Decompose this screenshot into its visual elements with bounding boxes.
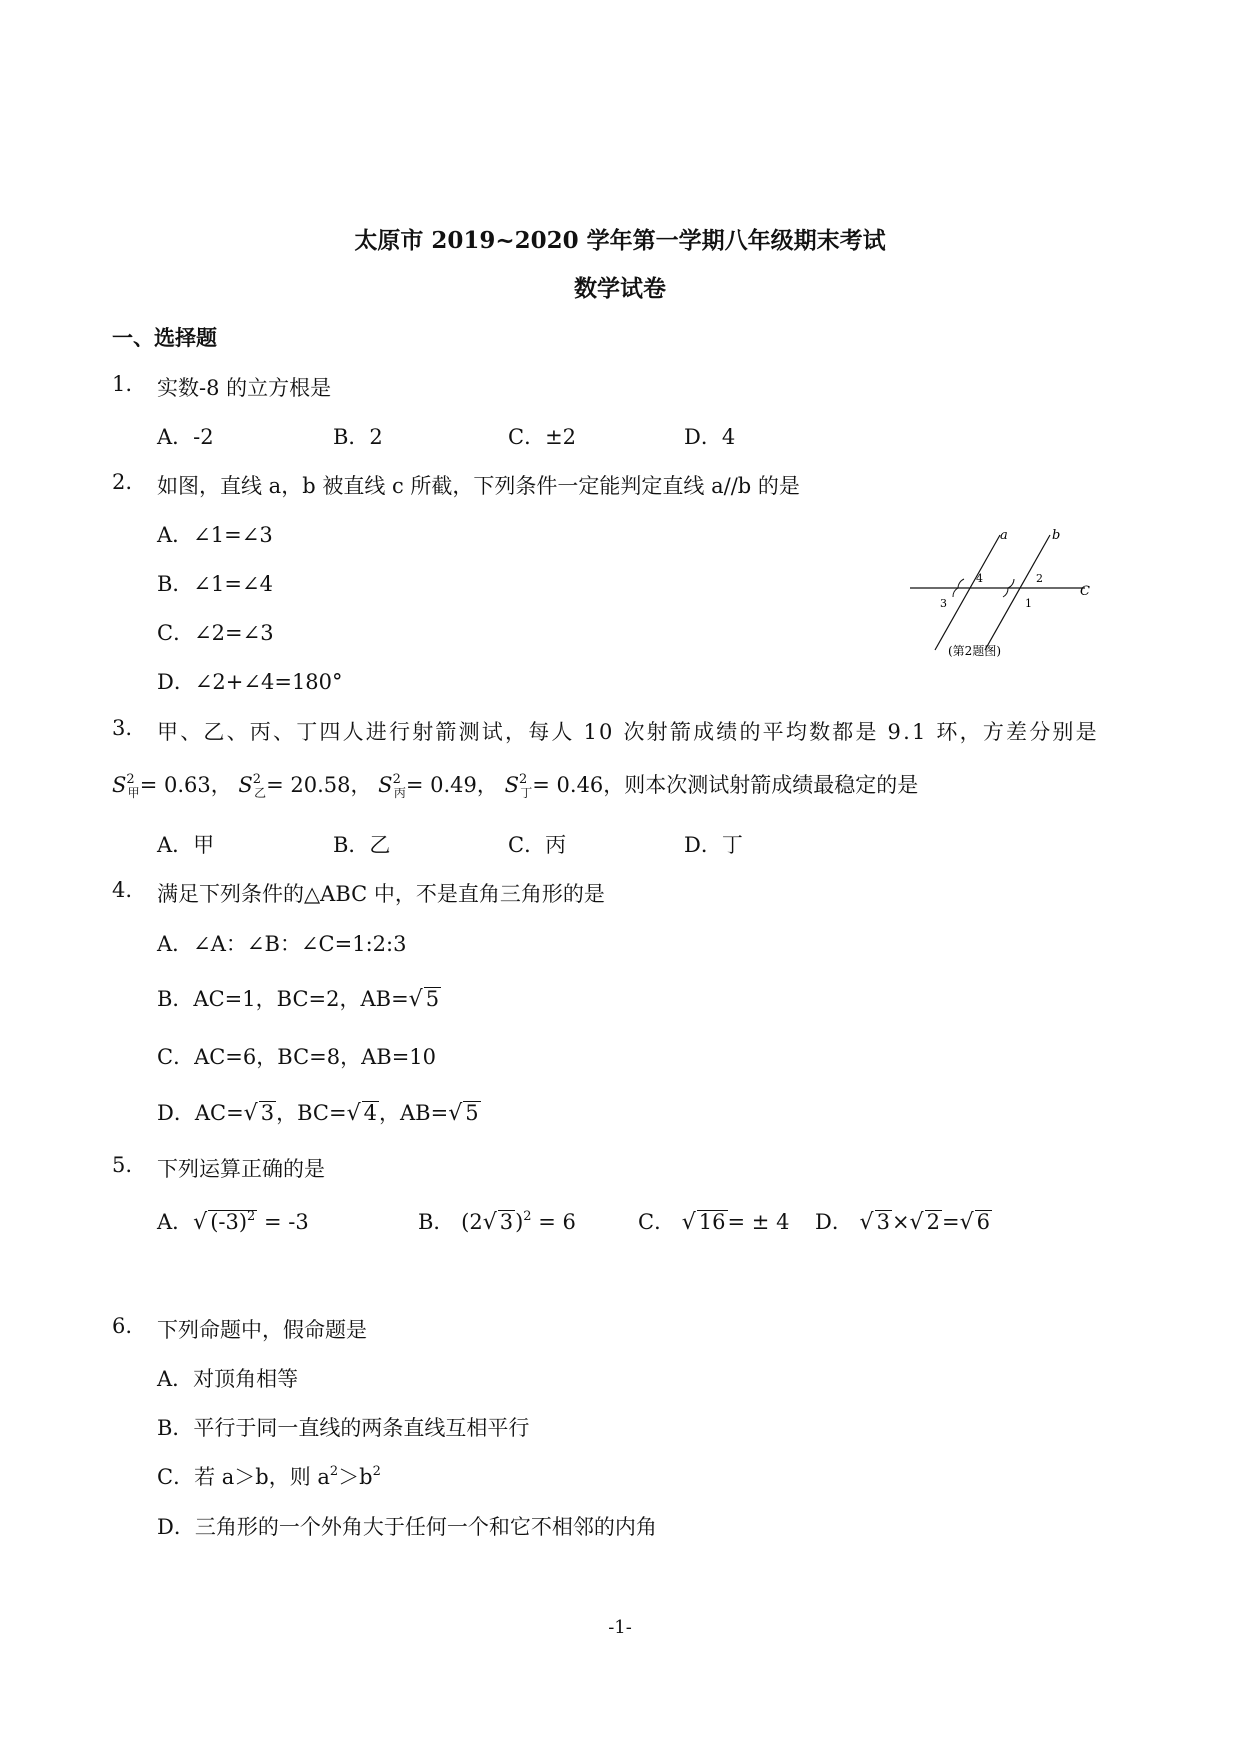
angle-2-arc — [1008, 579, 1014, 588]
option-a: A．-2 — [157, 425, 214, 449]
line-a — [935, 535, 1000, 650]
label-a: a — [1000, 528, 1008, 543]
question-text: 下列命题中，假命题是 — [157, 1318, 367, 1342]
option-d: D．丁 — [684, 833, 743, 857]
exam-subtitle: 数学试卷 — [574, 275, 666, 302]
label-c: C — [1080, 584, 1090, 599]
angle-label-3: 3 — [940, 597, 947, 610]
question-text: 甲、乙、丙、丁四人进行射箭测试，每人 10 次射箭成绩的平均数都是 9.1 环，方差分别是 — [157, 720, 1099, 744]
angle-label-1: 1 — [1025, 597, 1032, 610]
option-c: C．∠2=∠3 — [157, 621, 274, 645]
option-d: D．三角形的一个外角大于任何一个和它不相邻的内角 — [157, 1515, 657, 1539]
option-a: A．甲 — [157, 833, 215, 857]
angle-label-2: 2 — [1036, 572, 1043, 585]
option-c: C．若 a＞b，则 $a^2>b^2$ — [157, 1464, 381, 1489]
option-b: B．乙 — [333, 833, 391, 857]
option-b: B． (2√ 3)$^2$ = 6 — [418, 1209, 576, 1235]
exam-title: 太原市 2019~2020 学年第一学期八年级期末考试 — [354, 227, 886, 254]
parallel-lines-figure — [900, 525, 1100, 665]
option-c: C．±2 — [508, 425, 577, 449]
question-number: 4. — [112, 878, 133, 902]
option-c: C．丙 — [508, 833, 567, 857]
question-text: 实数-8 的立方根是 — [157, 376, 332, 400]
question-text: 下列运算正确的是 — [157, 1157, 325, 1181]
question-number: 6. — [112, 1314, 133, 1338]
question-number: 3. — [112, 716, 133, 740]
line-b — [985, 535, 1050, 650]
page-number: -1- — [608, 1617, 632, 1638]
option-b: B．∠1=∠4 — [157, 572, 273, 596]
option-c: C．AC=6，BC=8，AB=10 — [157, 1045, 437, 1069]
option-d: D．4 — [684, 425, 736, 449]
label-b: b — [1052, 528, 1061, 543]
question-text: 满足下列条件的△ABC 中，不是直角三角形的是 — [157, 882, 605, 906]
option-a: A．∠1=∠3 — [157, 523, 273, 547]
option-d: D．∠2+∠4=180° — [157, 670, 343, 694]
option-d: D． √ 3×√ 2=√ 6 — [815, 1210, 990, 1235]
option-b: B．平行于同一直线的两条直线互相平行 — [157, 1416, 530, 1440]
angle-1-arc — [1003, 588, 1008, 597]
question-number: 5. — [112, 1153, 133, 1177]
variance-line: $S^2_甲= 0.63$， $S^2_乙= 20.58$， $S^2_丙= 0.49$， $S^2_丁= 0.46$，则本次测试射箭成绩最稳定的是 — [112, 772, 919, 800]
question-number: 1. — [112, 372, 133, 396]
option-b: B．AC=1，BC=2，AB=√ 5 — [157, 987, 440, 1012]
question-number: 2. — [112, 470, 133, 494]
angle-label-4: 4 — [976, 572, 983, 585]
option-d: D．AC=√ 3，BC=√ 4，AB=√ 5 — [157, 1101, 479, 1126]
figure-caption: (第2题图) — [948, 644, 1001, 658]
angle-3-arc — [953, 588, 958, 597]
option-c: C． √ 16= ± 4 — [638, 1210, 790, 1235]
angle-4-arc — [958, 579, 964, 588]
section-heading: 一、选择题 — [112, 325, 217, 350]
question-text: 如图，直线 a，b 被直线 c 所截，下列条件一定能判定直线 a//b 的是 — [157, 474, 800, 498]
option-b: B．2 — [333, 425, 383, 449]
option-a: A．∠A：∠B：∠C=1:2:3 — [157, 932, 407, 956]
option-a: A．√ $(-3)^2 = -3$ — [157, 1209, 309, 1235]
option-a: A．对顶角相等 — [157, 1367, 299, 1391]
